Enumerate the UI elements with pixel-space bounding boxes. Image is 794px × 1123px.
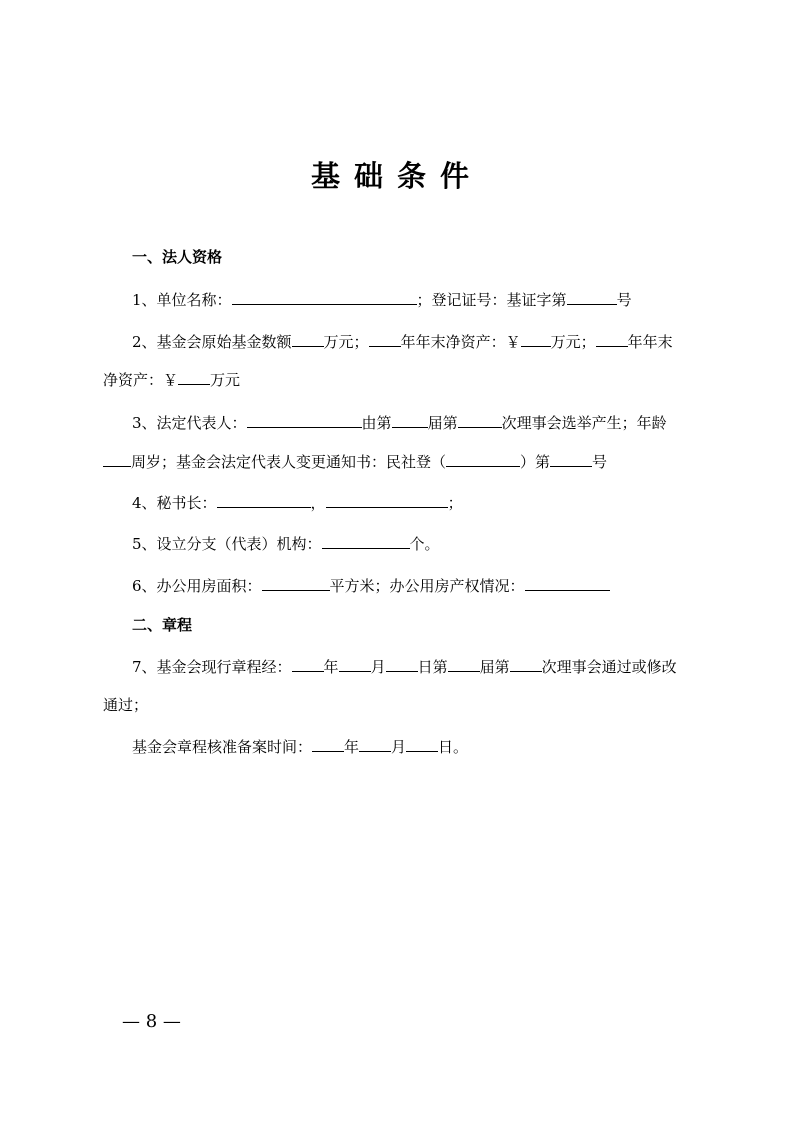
year-blank-1[interactable] (369, 332, 401, 347)
charter-filing-date: 基金会章程核准备案时间： 年 月 日。 (132, 738, 469, 756)
charter-term-blank[interactable] (448, 657, 480, 672)
secretary-general-blank-2[interactable] (326, 492, 448, 508)
item-2-continued: 净资产：￥ 万元 (103, 371, 241, 389)
section-heading-legal-person: 一、法人资格 (132, 248, 223, 266)
item-7-continued: 通过； (103, 696, 149, 714)
item-7-charter-approval: 7、基金会现行章程经： 年 月 日第 届第 次理事会通过或修改 (132, 658, 677, 676)
filing-year-blank[interactable] (312, 737, 344, 752)
property-rights-blank[interactable] (525, 575, 610, 591)
unit-name-blank[interactable] (232, 289, 417, 305)
original-fund-blank[interactable] (292, 332, 324, 347)
secretary-general-blank-1[interactable] (217, 492, 311, 508)
branch-count-blank[interactable] (322, 533, 410, 549)
net-assets-blank-1[interactable] (521, 332, 551, 347)
item-5-branches: 5、设立分支（代表）机构： 个。 (132, 535, 440, 553)
charter-month-blank[interactable] (339, 657, 371, 672)
charter-year-blank[interactable] (292, 657, 324, 672)
age-blank[interactable] (103, 452, 131, 467)
charter-day-blank[interactable] (386, 657, 418, 672)
page-number: — 8 — (122, 1011, 181, 1032)
representative-name-blank[interactable] (247, 412, 362, 428)
charter-session-blank[interactable] (510, 657, 542, 672)
office-area-blank[interactable] (262, 575, 330, 591)
item-4-secretary-general: 4、秘书长： ， ； (132, 494, 463, 512)
filing-month-blank[interactable] (359, 737, 391, 752)
item-3-continued: 周岁；基金会法定代表人变更通知书：民社登（ ）第 号 (103, 451, 607, 472)
net-assets-blank-2[interactable] (178, 370, 210, 385)
year-blank-2[interactable] (596, 332, 628, 347)
notice-year-blank[interactable] (446, 451, 520, 467)
term-blank[interactable] (392, 412, 428, 428)
page-title: 基础条件 (310, 159, 483, 193)
registration-number-blank[interactable] (567, 289, 617, 305)
item-3-legal-representative: 3、法定代表人： 由第 届第 次理事会选举产生；年龄 (132, 414, 667, 432)
notice-number-blank[interactable] (550, 451, 592, 467)
council-session-blank[interactable] (458, 412, 502, 428)
item-2-fund-amount: 2、基金会原始基金数额 万元； 年年末净资产：￥ 万元； 年年末 (132, 333, 673, 351)
section-heading-charter: 二、章程 (132, 616, 193, 634)
item-6-office-space: 6、办公用房面积： 平方米；办公用房产权情况： (132, 575, 610, 596)
filing-day-blank[interactable] (406, 737, 438, 752)
item-1-unit-name: 1、单位名称： ；登记证号：基证字第 号 (132, 291, 632, 309)
